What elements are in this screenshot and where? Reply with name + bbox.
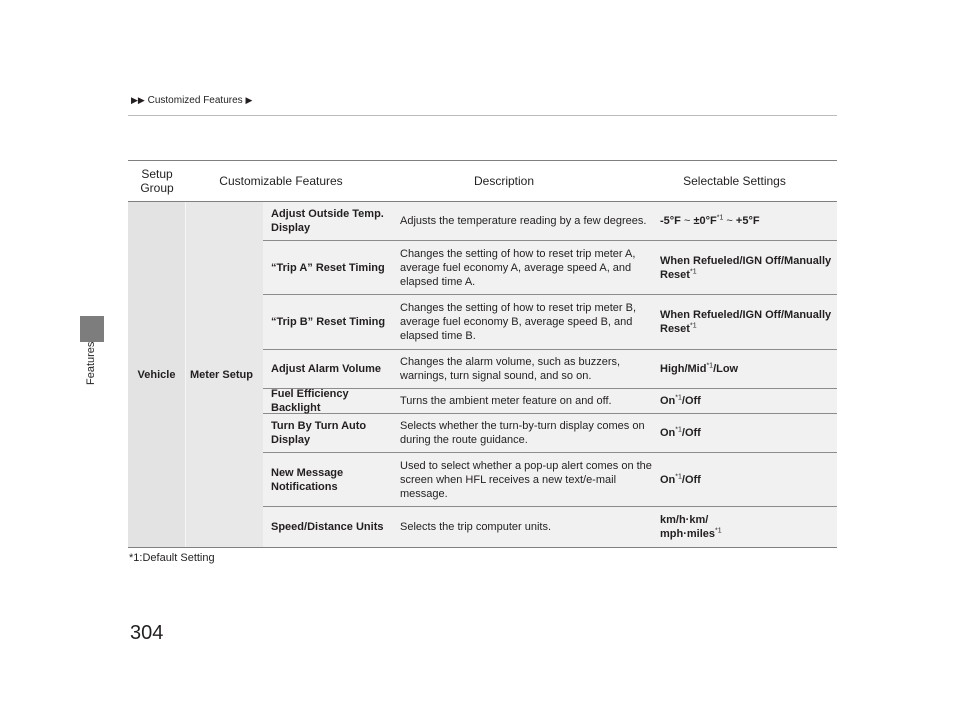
breadcrumb-arrow-icon: ▶ <box>245 95 253 105</box>
table-row <box>263 350 837 389</box>
table-row <box>263 241 837 295</box>
header-setup-group: Setup Group <box>140 167 174 195</box>
feature-setting: When Refueled/IGN Off/Manually Reset$^{*1}$ <box>660 309 832 335</box>
feature-setting: On$^{*1}$/Off <box>660 394 701 407</box>
feature-name: Turn By Turn Auto Display <box>271 420 367 446</box>
table-row <box>263 453 837 507</box>
feature-description: Selects whether the turn-by-turn display comes on during the route guidance. <box>400 420 645 446</box>
footnote: *1:Default Setting <box>129 552 215 564</box>
section-tab-marker <box>80 316 104 342</box>
table-header <box>128 160 837 201</box>
table-row <box>263 389 837 414</box>
vehicle-cell: Vehicle <box>128 202 185 547</box>
section-label: Features <box>85 341 97 385</box>
table-row <box>263 295 837 350</box>
feature-description: Selects the trip computer units. <box>400 521 552 533</box>
feature-setting: On$^{*1}$/Off <box>660 426 701 439</box>
table-body <box>128 201 837 548</box>
table-row <box>263 414 837 453</box>
feature-name: “Trip A” Reset Timing <box>271 261 385 274</box>
table-row <box>263 507 837 547</box>
feature-name: Speed/Distance Units <box>271 521 384 533</box>
feature-description: Adjusts the temperature reading by a few degrees. <box>400 215 647 227</box>
feature-description: Changes the setting of how to reset trip meter A, average fuel economy A, average speed A, and elapsed time A. <box>400 247 636 288</box>
feature-name: Fuel Efficiency Backlight <box>271 388 349 414</box>
header-selectable-settings: Selectable Settings <box>683 174 786 188</box>
feature-setting: -5°F ~ $\pm 0^\circ F^{*1}$ ~ +5°F <box>660 214 760 227</box>
feature-setting: When Refueled/IGN Off/Manually Reset$^{*1}$ <box>660 254 832 281</box>
breadcrumb-label[interactable]: Customized Features <box>147 95 243 106</box>
feature-rows <box>263 202 837 547</box>
feature-name: New Message Notifications <box>271 466 344 493</box>
header-customizable-features: Customizable Features <box>219 174 343 188</box>
feature-description: Turns the ambient meter feature on and off. <box>400 395 612 407</box>
breadcrumb <box>131 95 252 106</box>
feature-setting: km/h·km/ mph·miles$^{*1}$ <box>660 514 722 540</box>
feature-name: “Trip B” Reset Timing <box>271 316 386 328</box>
customized-features-table <box>128 160 837 548</box>
header-description: Description <box>473 174 535 188</box>
feature-setting: High/Mid$^{*1}$/Low <box>660 362 739 375</box>
table-row <box>263 202 837 241</box>
feature-description: Used to select whether a pop-up alert comes on the screen when HFL receives a new text/e-mail message. <box>400 459 652 500</box>
meter-setup-cell: Meter Setup <box>185 202 263 547</box>
feature-description: Changes the alarm volume, such as buzzers, warnings, turn signal sound, and so on. <box>400 356 621 382</box>
feature-description: Changes the setting of how to reset trip meter B, average fuel economy B, average speed B, and elapsed time B. <box>400 302 637 342</box>
feature-setting: On$^{*1}$/Off <box>660 472 701 486</box>
feature-name: Adjust Alarm Volume <box>271 363 382 375</box>
feature-name: Adjust Outside Temp. Display <box>271 208 384 234</box>
page-number: 304 <box>130 622 164 644</box>
header-divider <box>128 115 837 116</box>
breadcrumb-arrow-icon: ▶▶ <box>131 95 145 105</box>
